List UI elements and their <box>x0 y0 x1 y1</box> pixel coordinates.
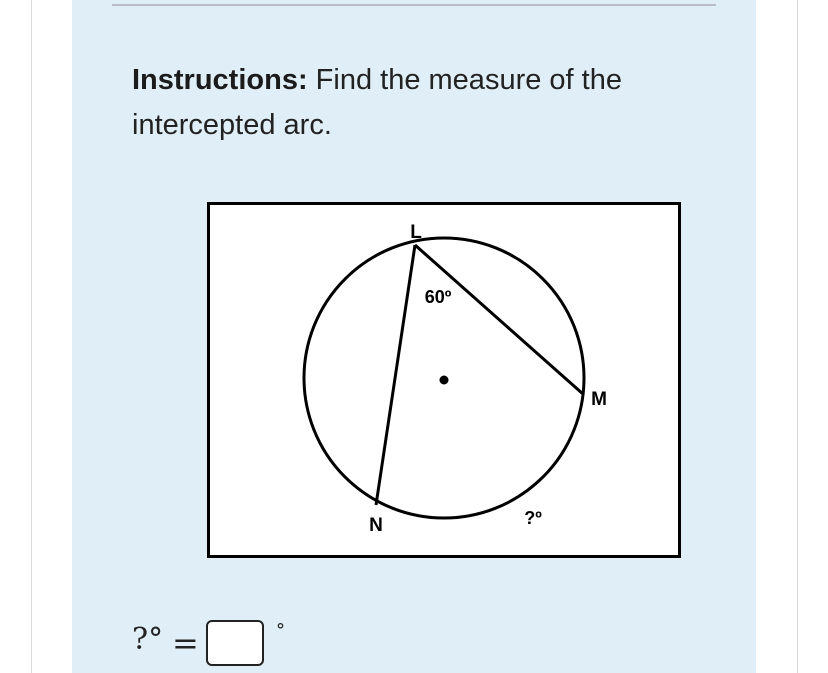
chord-LM <box>415 245 583 394</box>
instructions-body: Find the measure of the intercepted arc. <box>132 64 622 141</box>
label-point-M: M <box>591 389 607 410</box>
divider-line <box>112 4 716 6</box>
answer-variable-label: ?° <box>132 622 164 657</box>
geometry-figure <box>207 202 681 558</box>
instructions-text <box>132 58 712 148</box>
label-intercepted-arc: ?º <box>524 508 542 528</box>
answer-input[interactable] <box>206 620 264 666</box>
label-point-L: L <box>410 222 422 243</box>
right-border <box>797 0 798 673</box>
answer-row <box>132 616 432 672</box>
label-inscribed-angle: 60º <box>424 287 452 307</box>
label-point-N: N <box>369 515 383 536</box>
instructions-heading: Instructions: <box>132 64 308 96</box>
circle-diagram <box>210 205 678 555</box>
chord-LN <box>376 245 415 505</box>
left-border <box>31 0 32 673</box>
equals-sign: = <box>172 624 199 662</box>
degree-unit: ° <box>276 620 285 641</box>
circle-center-dot <box>440 376 449 385</box>
